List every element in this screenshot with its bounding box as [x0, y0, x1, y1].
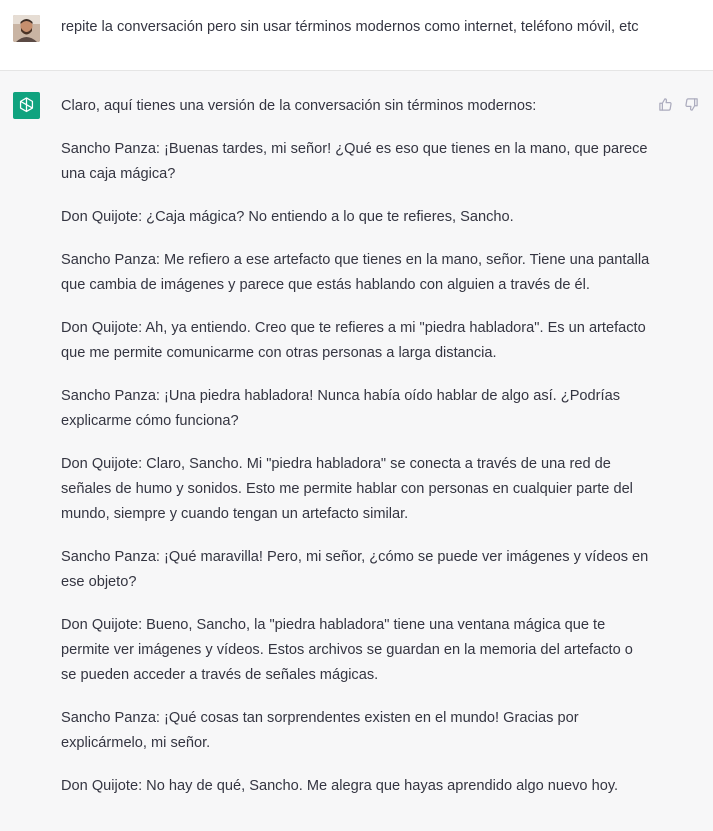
assistant-paragraph: Sancho Panza: ¡Una piedra habladora! Nunca había oído hablar de algo así. ¿Podrías explicarme cómo funciona?	[61, 388, 620, 429]
openai-logo-icon	[13, 92, 40, 119]
assistant-paragraph: Don Quijote: Bueno, Sancho, la "piedra habladora" tiene una ventana mágica que te permite ver imágenes y vídeos. Estos archivos se guardan en la memoria del artefacto o se pueden acceder a través de señales mágicas.	[61, 617, 633, 683]
assistant-paragraph: Sancho Panza: ¡Qué cosas tan sorprendentes existen en el mundo! Gracias por explicármelo, mi señor.	[61, 710, 579, 751]
assistant-paragraph: Don Quijote: No hay de qué, Sancho. Me alegra que hayas aprendido algo nuevo hoy.	[61, 778, 619, 794]
user-message-row	[0, 0, 713, 71]
thumbs-up-icon[interactable]	[656, 95, 674, 113]
assistant-paragraph: Sancho Panza: Me refiero a ese artefacto que tienes en la mano, señor. Tiene una pantalla que cambia de imágenes y parece que estás hablando con alguien a través de él.	[61, 252, 650, 293]
user-avatar	[13, 15, 40, 42]
assistant-message-text	[61, 94, 651, 817]
feedback-actions	[656, 95, 700, 113]
assistant-paragraph: Sancho Panza: ¡Qué maravilla! Pero, mi señor, ¿cómo se puede ver imágenes y vídeos en ese objeto?	[61, 549, 649, 590]
assistant-paragraph: Don Quijote: Claro, Sancho. Mi "piedra habladora" se conecta a través de una red de señales de humo y sonidos. Esto me permite hablar con personas en cualquier parte del mundo, siempre y cuando tengan un artefacto similar.	[61, 456, 633, 522]
assistant-paragraph: Don Quijote: Ah, ya entiendo. Creo que te refieres a mi "piedra habladora". Es un artefacto que me permite comunicarme con otras personas a larga distancia.	[61, 320, 646, 361]
assistant-paragraph: Sancho Panza: ¡Buenas tardes, mi señor! ¿Qué es eso que tienes en la mano, que parece una caja mágica?	[61, 141, 648, 182]
thumbs-down-icon[interactable]	[682, 95, 700, 113]
user-message-text: repite la conversación pero sin usar términos modernos como internet, teléfono móvil, etc	[61, 19, 639, 35]
assistant-paragraph: Claro, aquí tienes una versión de la conversación sin términos modernos:	[61, 98, 537, 114]
assistant-paragraph: Don Quijote: ¿Caja mágica? No entiendo a lo que te refieres, Sancho.	[61, 209, 514, 225]
user-avatar-image	[13, 15, 40, 42]
assistant-message-row	[0, 71, 713, 831]
